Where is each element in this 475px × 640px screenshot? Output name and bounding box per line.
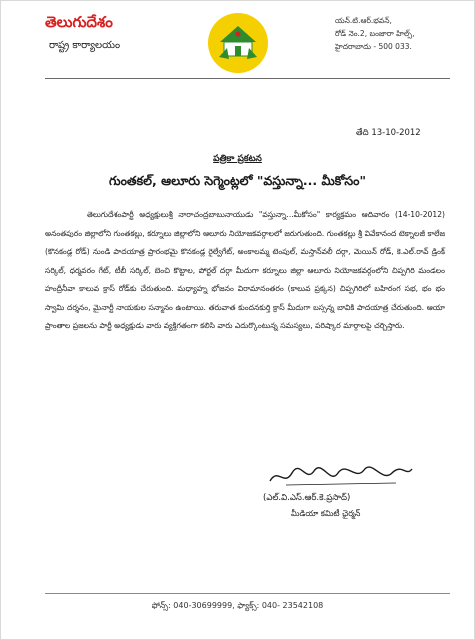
org-office: రాష్ట్ర కార్యాలయం	[49, 40, 121, 51]
press-label-text: పత్రికా ప్రకటన	[213, 154, 262, 164]
signatory-title: మీడియా కమిటీ ఛైర్మన్	[291, 509, 361, 518]
release-date: తేది 13-10-2012	[356, 128, 421, 138]
signatory-name: (ఎల్.వి.ఎస్.ఆర్.కె.ప్రసాద్)	[263, 493, 351, 503]
headline: గుంతకల్, ఆలూరు సెగ్మెంట్లలో "వస్తున్నా... మీకోసం"	[108, 173, 367, 188]
body-paragraph: తెలుగుదేశంపార్టీ అధ్యక్షులుశ్రీ నారాచంద్రబాబునాయుడు "వస్తున్నా...మీకోసం" కార్యక్రమం ఆదివారం (14-10-2012) అనంతపురం జిల్లాలోని గుంతకల్లు, కర్నూలు జిల్లాలోని ఆలూరు నియోజకవర్గాలలో జరుగుతుంది. గుంతకల్లు శ్రీ వివేకానంద టెక్నాలజీ కాలేజ (కొనకండ్ల రోడ్) నుండి పాదయాత్ర ప్రారంభమై కొనకండ్ల రైల్వేగేట్, అంకాలమ్మ టెంపుల్, మస్తాన్‌వలీ దర్గా, మెయిన్ రోడ్, కె.ఎల్.రావ్ డ్రింక్ సర్కిల్, ధర్మవరం గేట్, టీబీ సర్కిల్, బెంచి కొట్టాల, పోర్టల్ దర్గా మీదుగా కర్నూలు జిల్లా ఆలూరు నియోజకవర్గంలోని చిప్పగిరి మండలం హంద్రీనీవా కాలువ క్రాస్ రోడ్‌కు చేరుతుంది. మధ్యాహ్న భోజనం విరామానంతరం (కాలువ ప్రక్కన) చిప్పగిరిలో బహిరంగ సభ, భం భం స్వామి దర్శనం, మైనార్టీ నాయకుల సన్మానం ఉంటాయి. తరువాత కుందనకుర్తి క్రాస్ మీదుగా బస్సన్న బావికి పాదయాత్ర చేరుతుంది. ఆయా ప్రాంతాల ప్రజలను పార్టీ అధ్యక్షుడు వారు వ్యక్తిగతంగా కలిసి వారు ఎదుర్కొంటున్న సమస్యలు, పరిష్కార మార్గాలపై చర్చిస్తారు.	[45, 210, 445, 330]
party-logo	[207, 12, 269, 74]
signature-icon	[266, 461, 416, 489]
letterhead-address	[335, 14, 415, 53]
org-name: తెలుగుదేశం	[45, 13, 113, 31]
party-logo-icon	[207, 12, 269, 74]
address-line: యన్.టి.ఆర్.భవన్,	[335, 16, 392, 25]
press-label	[1, 154, 474, 166]
address-line: రోడ్ నెం.2, బంజారా హిల్స్,	[335, 29, 415, 38]
address-line: హైదరాబాదు - 500 033.	[335, 42, 412, 51]
footer-contact: ఫోన్స్: 040-30699999, ఫ్యాక్స్: 040- 23542108	[151, 601, 324, 610]
footer-divider	[45, 593, 450, 594]
header-divider	[45, 78, 450, 79]
